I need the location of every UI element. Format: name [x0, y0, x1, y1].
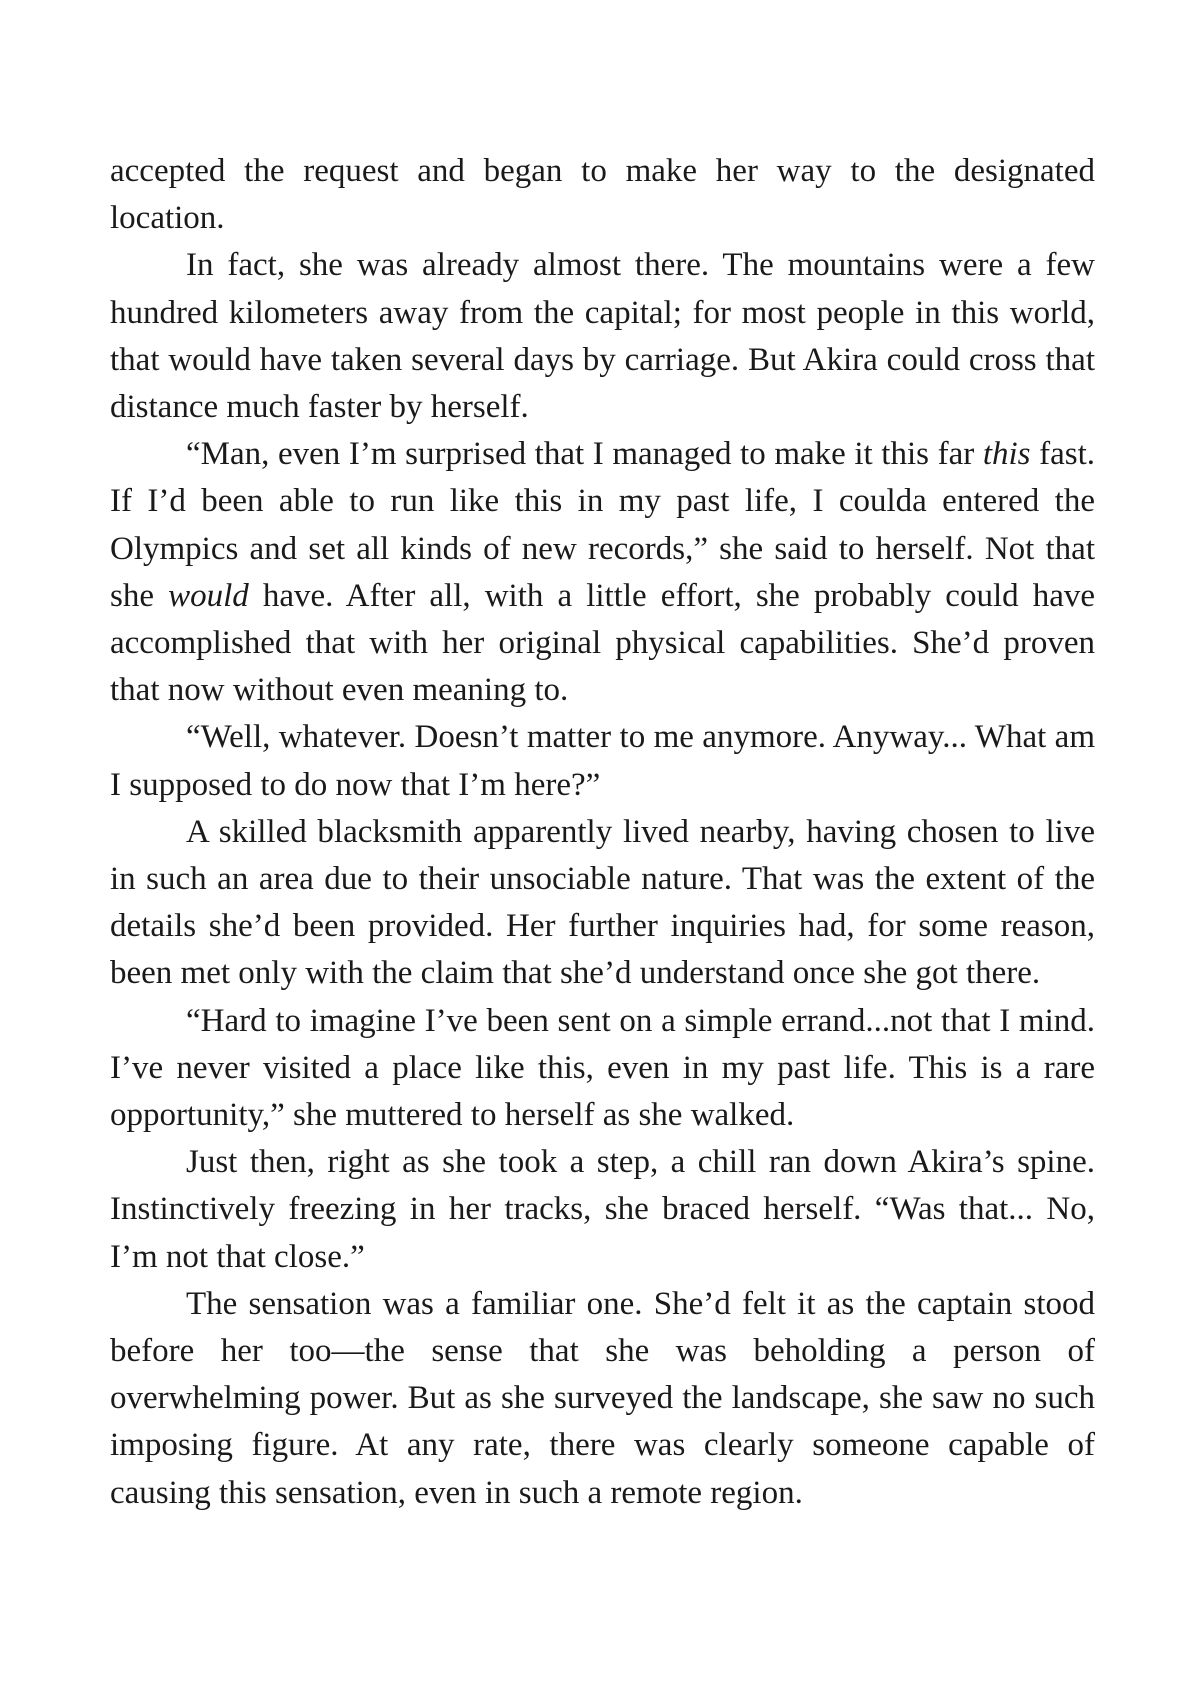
italic-text: would	[168, 577, 249, 614]
paragraph-text: “Man, even I’m surprised that I managed to make it this far	[186, 436, 983, 473]
book-page	[110, 148, 1095, 1517]
paragraph	[110, 242, 1095, 431]
paragraph-text: fast. If I’d been able to run like this in my past life, I coulda entered the Olympics and set all kinds of new records,” she said to herself. Not that she	[110, 436, 1095, 614]
paragraph	[110, 714, 1095, 808]
paragraph-text: accepted the request and began to make her way to the designated location.	[110, 153, 1095, 237]
paragraph	[110, 148, 1095, 242]
paragraph	[110, 431, 1095, 714]
paragraph-text: “Hard to imagine I’ve been sent on a simple errand...not that I mind. I’ve never visited a place like this, even in my past life. This is a rare opportunity,” she muttered to herself as she walked.	[110, 1002, 1095, 1134]
paragraph-text: have. After all, with a little effort, she probably could have accomplished that with her original physical capabilities. She’d proven that now without even meaning to.	[110, 577, 1095, 709]
paragraph-text: “Well, whatever. Doesn’t matter to me anymore. Anyway... What am I supposed to do now that I’m here?”	[110, 719, 1095, 803]
paragraph	[110, 1281, 1095, 1517]
paragraph	[110, 1139, 1095, 1281]
paragraph-text: The sensation was a familiar one. She’d felt it as the captain stood before her too—the sense that she was beholding a person of overwhelming power. But as she surveyed the landscape, she saw no such imposing figure. At any rate, there was clearly someone capable of causing this sensation, even in such a remote region.	[110, 1285, 1095, 1511]
italic-text: this	[982, 436, 1031, 473]
paragraph	[110, 809, 1095, 998]
paragraph-text: In fact, she was already almost there. The mountains were a few hundred kilometers away from the capital; for most people in this world, that would have taken several days by carriage. But Akira could cross that distance much faster by herself.	[110, 247, 1095, 426]
paragraph	[110, 998, 1095, 1140]
paragraph-text: Just then, right as she took a step, a chill ran down Akira’s spine. Instinctively freezing in her tracks, she braced herself. “Was that... No, I’m not that close.”	[110, 1144, 1095, 1275]
paragraph-text: A skilled blacksmith apparently lived nearby, having chosen to live in such an area due to their unsociable nature. That was the extent of the details she’d been provided. Her further inquiries had, for some reason, been met only with the claim that she’d understand once she got there.	[110, 813, 1095, 992]
